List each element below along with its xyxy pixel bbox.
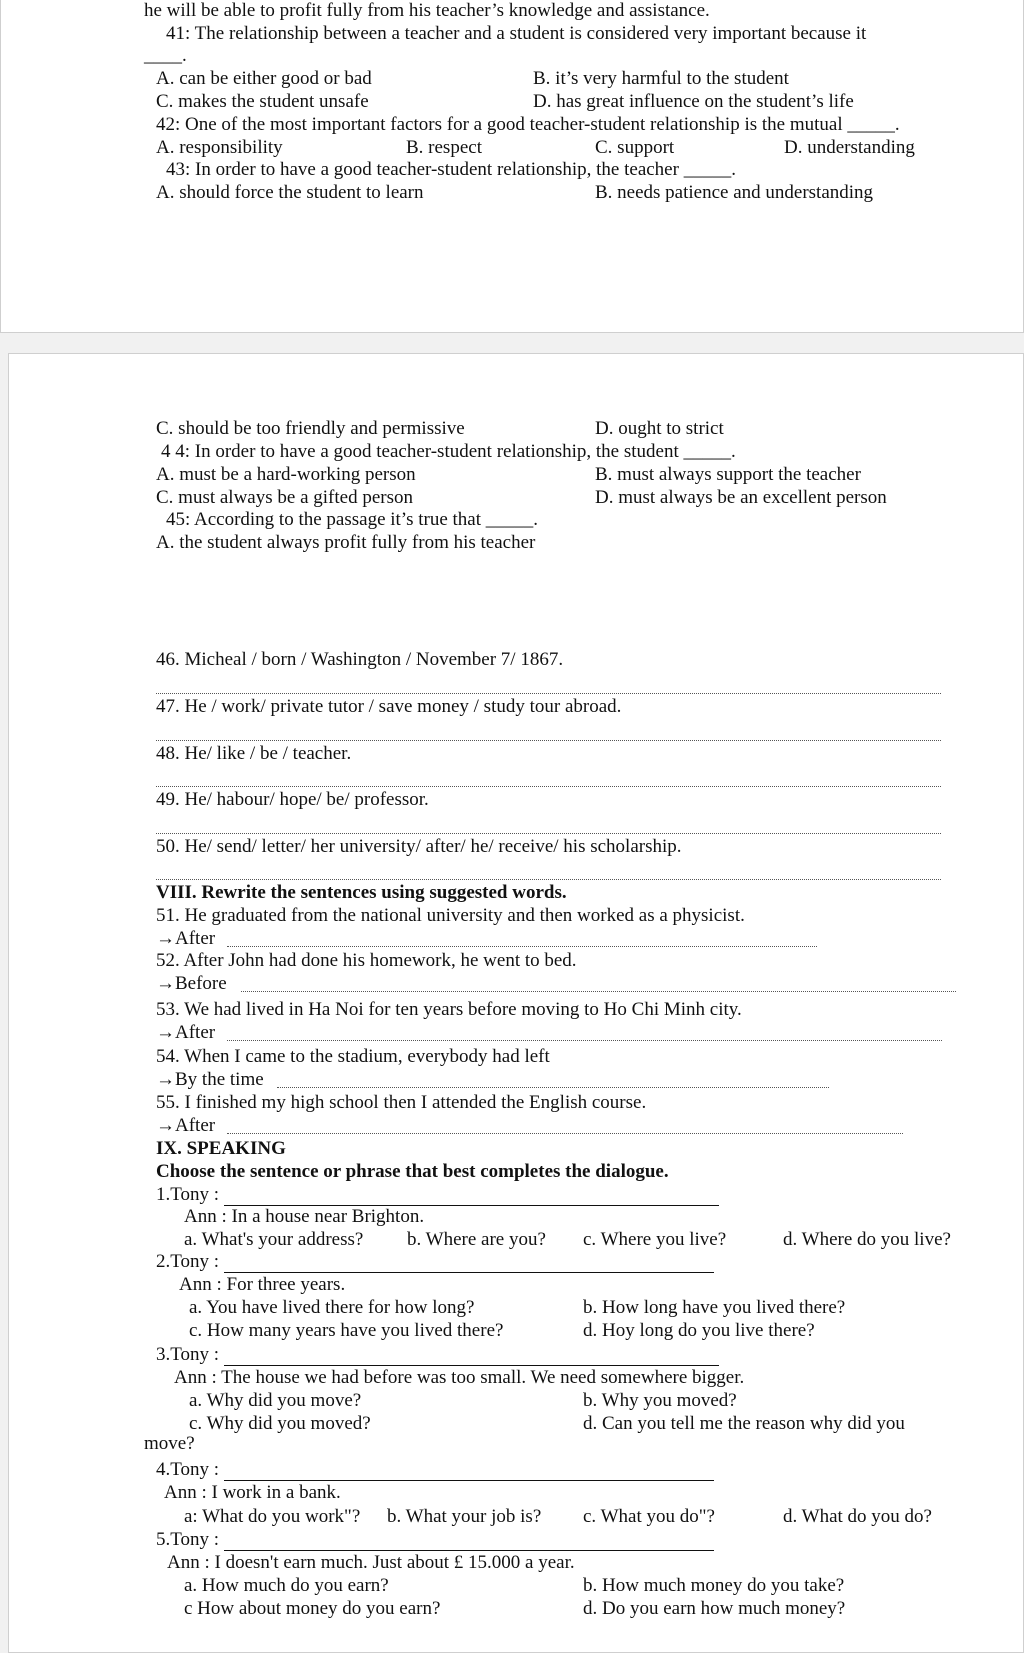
rewrite-52-answer-line[interactable] — [241, 991, 956, 992]
q44-option-a: A. must be a hard-working person — [156, 464, 416, 485]
q41-stem: 41: The relationship between a teacher and a student is considered very important because it — [166, 23, 867, 44]
dialogue-3-option-d: d. Can you tell me the reason why did you — [583, 1413, 905, 1434]
rewrite-52-question: 52. After John had done his homework, he went to bed. — [156, 950, 577, 971]
passage-last-line: he will be able to profit fully from his teacher’s knowledge and assistance. — [144, 0, 710, 21]
sentence-47: 47. He / work/ private tutor / save money / study tour abroad. — [156, 696, 622, 717]
dialogue-3-option-a: a. Why did you move? — [189, 1390, 362, 1411]
dialogue-3-ann: Ann : The house we had before was too small. We need somewhere bigger. — [174, 1367, 745, 1388]
dialogue-2-blank[interactable] — [224, 1255, 714, 1273]
dialogue-2-option-a: a. You have lived there for how long? — [189, 1297, 475, 1318]
rewrite-55-answer-line[interactable] — [227, 1133, 903, 1134]
q43-option-a: A. should force the student to learn — [156, 182, 424, 203]
q42-option-c: C. support — [595, 137, 675, 158]
answer-line-46[interactable] — [156, 693, 941, 694]
q43-option-b: B. needs patience and understanding — [595, 182, 874, 203]
sentence-48: 48. He/ like / be / teacher. — [156, 743, 352, 764]
q44-stem: 4 4: In order to have a good teacher-student relationship, the student _____. — [161, 441, 736, 462]
answer-line-47[interactable] — [156, 740, 941, 741]
dialogue-1-option-b: b. Where are you? — [407, 1229, 546, 1250]
rewrite-53-prompt: →After — [156, 1022, 216, 1043]
document-page-2 — [8, 353, 1024, 1653]
dialogue-3-blank[interactable] — [224, 1348, 719, 1366]
q44-option-c: C. must always be a gifted person — [156, 487, 413, 508]
dialogue-5-tony: 5.Tony : — [156, 1529, 714, 1551]
section-8-title: VIII. Rewrite the sentences using suggested words. — [156, 882, 567, 903]
sentence-50: 50. He/ send/ letter/ her university/ after/ he/ receive/ his scholarship. — [156, 836, 682, 857]
rewrite-54-answer-line[interactable] — [277, 1087, 829, 1088]
dialogue-2-option-c: c. How many years have you lived there? — [189, 1320, 504, 1341]
dialogue-5-option-d: d. Do you earn how much money? — [583, 1598, 846, 1619]
rewrite-53-answer-line[interactable] — [227, 1040, 942, 1041]
rewrite-54-prompt: →By the time — [156, 1069, 264, 1090]
answer-line-49[interactable] — [156, 833, 941, 834]
answer-line-48[interactable] — [156, 786, 941, 787]
rewrite-55-question: 55. I finished my high school then I attended the English course. — [156, 1092, 647, 1113]
q44-option-b: B. must always support the teacher — [595, 464, 861, 485]
rewrite-53-question: 53. We had lived in Ha Noi for ten years before moving to Ho Chi Minh city. — [156, 999, 742, 1020]
dialogue-1-option-d: d. Where do you live? — [783, 1229, 951, 1250]
document-page-1 — [0, 0, 1024, 333]
q41-blank: ____. — [144, 45, 187, 66]
q42-option-d: D. understanding — [784, 137, 915, 158]
answer-line-50[interactable] — [156, 879, 941, 880]
dialogue-4-option-c: c. What you do"? — [583, 1506, 715, 1527]
q41-option-a: A. can be either good or bad — [156, 68, 372, 89]
q41-option-b: B. it’s very harmful to the student — [533, 68, 789, 89]
q43-option-c: C. should be too friendly and permissive — [156, 418, 465, 439]
rewrite-51-question: 51. He graduated from the national university and then worked as a physicist. — [156, 905, 745, 926]
q42-option-b: B. respect — [406, 137, 482, 158]
rewrite-51-answer-line[interactable] — [227, 946, 817, 947]
sentence-46: 46. Micheal / born / Washington / November 7/ 1867. — [156, 649, 564, 670]
q42-stem: 42: One of the most important factors for a good teacher-student relationship is the mutual _____. — [156, 114, 900, 135]
q45-option-a: A. the student always profit fully from his teacher — [156, 532, 536, 553]
dialogue-2-ann: Ann : For three years. — [179, 1274, 346, 1295]
dialogue-4-option-a: a: What do you work"? — [184, 1506, 361, 1527]
sentence-49: 49. He/ habour/ hope/ be/ professor. — [156, 789, 429, 810]
dialogue-1-blank[interactable] — [224, 1188, 719, 1206]
dialogue-3-tony: 3.Tony : — [156, 1344, 719, 1366]
dialogue-2-option-b: b. How long have you lived there? — [583, 1297, 846, 1318]
dialogue-4-option-d: d. What do you do? — [783, 1506, 932, 1527]
section-9-instruction: Choose the sentence or phrase that best completes the dialogue. — [156, 1161, 669, 1182]
rewrite-55-prompt: →After — [156, 1115, 216, 1136]
dialogue-3-option-d-continued: move? — [144, 1433, 195, 1454]
dialogue-1-option-c: c. Where you live? — [583, 1229, 727, 1250]
dialogue-5-option-b: b. How much money do you take? — [583, 1575, 845, 1596]
q43-option-d: D. ought to strict — [595, 418, 724, 439]
q43-stem: 43: In order to have a good teacher-student relationship, the teacher _____. — [166, 159, 736, 180]
dialogue-3-option-b: b. Why you moved? — [583, 1390, 737, 1411]
dialogue-2-option-d: d. Hoy long do you live there? — [583, 1320, 815, 1341]
dialogue-4-tony: 4.Tony : — [156, 1459, 714, 1481]
q41-option-c: C. makes the student unsafe — [156, 91, 369, 112]
dialogue-5-ann: Ann : I doesn't earn much. Just about £ 15.000 a year. — [167, 1552, 575, 1573]
dialogue-1-tony: 1.Tony : — [156, 1184, 719, 1206]
dialogue-5-blank[interactable] — [224, 1533, 714, 1551]
q45-stem: 45: According to the passage it’s true that _____. — [166, 509, 539, 530]
dialogue-5-option-a: a. How much do you earn? — [184, 1575, 389, 1596]
dialogue-1-ann: Ann : In a house near Brighton. — [184, 1206, 425, 1227]
dialogue-5-option-c: c How about money do you earn? — [184, 1598, 441, 1619]
dialogue-4-ann: Ann : I work in a bank. — [164, 1482, 341, 1503]
section-9-title: IX. SPEAKING — [156, 1138, 286, 1159]
dialogue-1-option-a: a. What's your address? — [184, 1229, 364, 1250]
dialogue-4-blank[interactable] — [224, 1463, 714, 1481]
q41-option-d: D. has great influence on the student’s life — [533, 91, 854, 112]
rewrite-52-prompt: →Before — [156, 973, 227, 994]
dialogue-3-option-c: c. Why did you moved? — [189, 1413, 371, 1434]
dialogue-2-tony: 2.Tony : — [156, 1251, 714, 1273]
dialogue-4-option-b: b. What your job is? — [387, 1506, 542, 1527]
rewrite-54-question: 54. When I came to the stadium, everybody had left — [156, 1046, 550, 1067]
rewrite-51-prompt: →After — [156, 928, 216, 949]
q42-option-a: A. responsibility — [156, 137, 283, 158]
q44-option-d: D. must always be an excellent person — [595, 487, 887, 508]
